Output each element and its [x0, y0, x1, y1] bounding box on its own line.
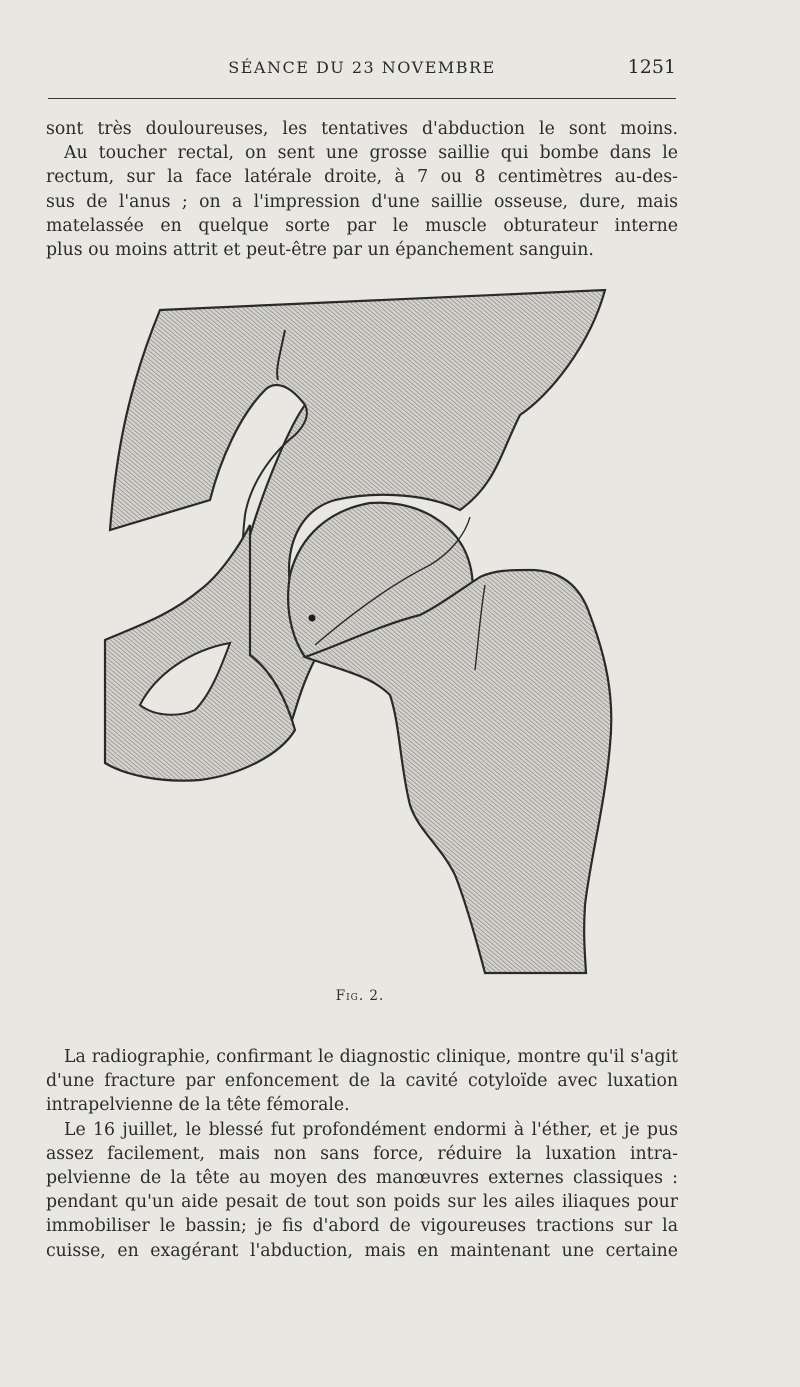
text-block-top	[46, 117, 678, 262]
running-head	[48, 58, 676, 86]
text-line: pendant qu'un aide pesait de tout son poids sur les ailes iliaques pour	[46, 1192, 678, 1213]
text-line: plus ou moins attrit et peut-être par un épanchement sanguin.	[46, 240, 594, 261]
text-line: Le 16 juillet, le blessé fut profondément endormi à l'éther, et je pus	[64, 1119, 678, 1140]
page-number: 1251	[627, 56, 676, 78]
figure-caption: Fig. 2.	[335, 988, 385, 1004]
text-line: Au toucher rectal, on sent une grosse saillie qui bombe dans le	[64, 143, 678, 164]
running-title: SÉANCE DU 23 NOVEMBRE	[228, 58, 496, 77]
header-rule	[48, 98, 676, 99]
text-line: intrapelvienne de la tête fémorale.	[46, 1095, 350, 1116]
text-line: sont très douloureuses, les tentatives d'abduction le sont moins.	[46, 119, 678, 139]
radiograph-marker-dot	[309, 615, 316, 622]
text-line: sus de l'anus ; on a l'impression d'une saillie osseuse, dure, mais	[46, 191, 678, 212]
text-line: cuisse, en exagérant l'abduction, mais en maintenant une certaine	[46, 1240, 678, 1261]
text-block-bottom	[46, 1045, 678, 1263]
hip-radiograph-figure	[100, 285, 620, 980]
text-line: pelvienne de la tête au moyen des manœuvres externes classiques :	[46, 1168, 678, 1189]
text-line: immobiliser le bassin; je fis d'abord de vigoureuses tractions sur la	[46, 1216, 678, 1237]
text-line: matelassée en quelque sorte par le muscle obturateur interne	[46, 215, 678, 236]
text-line: La radiographie, confirmant le diagnostic clinique, montre qu'il s'agit	[64, 1047, 678, 1067]
text-line: assez facilement, mais non sans force, réduire la luxation intra-	[46, 1143, 678, 1164]
text-line: d'une fracture par enfoncement de la cavité cotyloïde avec luxation	[46, 1071, 678, 1092]
text-line: rectum, sur la face latérale droite, à 7 ou 8 centimètres au-des-	[46, 167, 678, 188]
